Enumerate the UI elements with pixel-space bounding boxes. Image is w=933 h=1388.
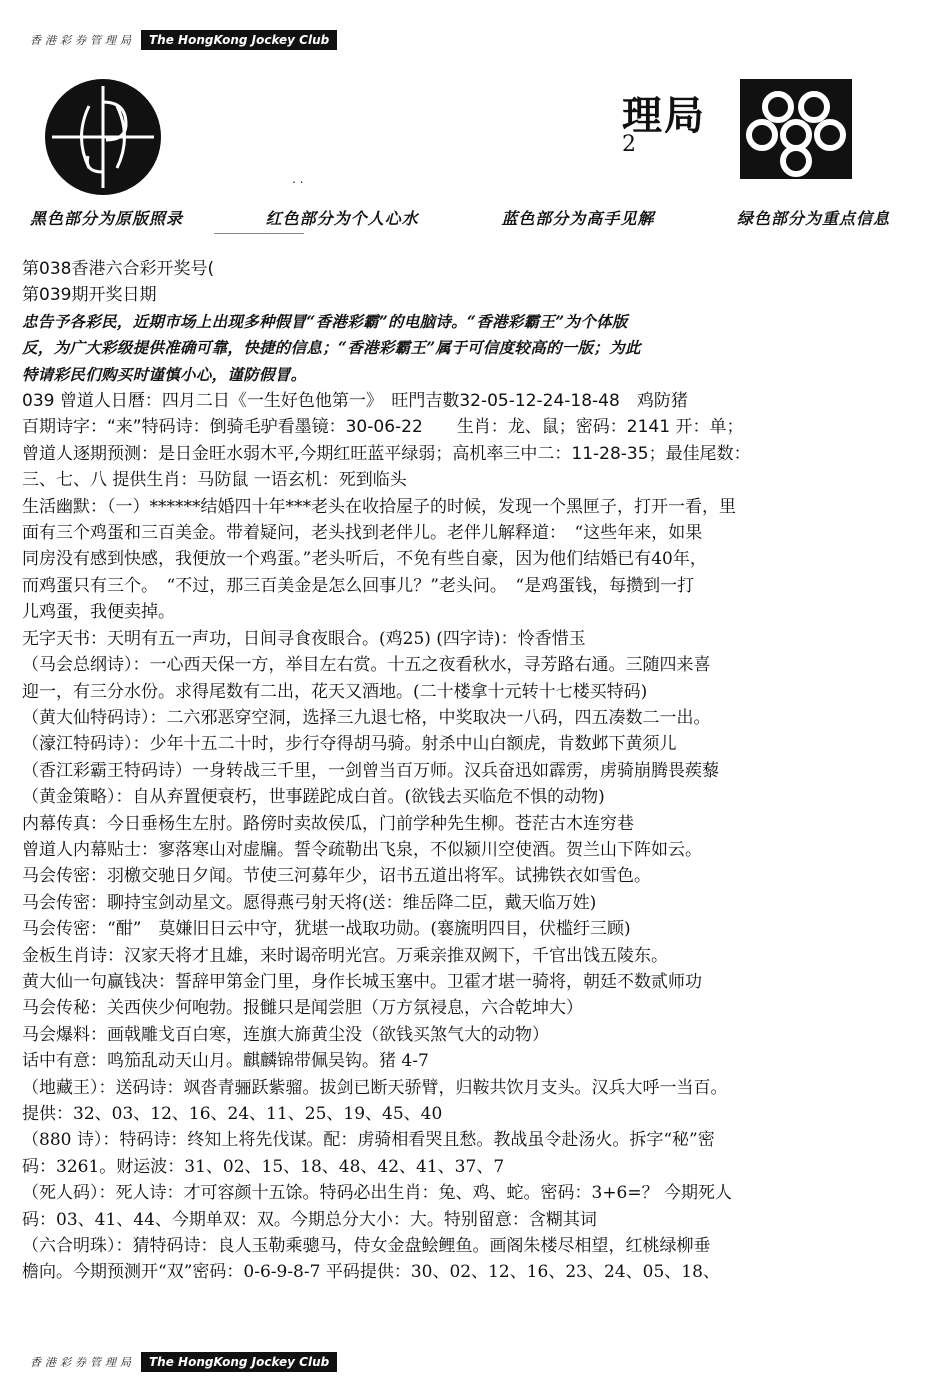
text-line: 曾道人逐期预测：是日金旺水弱木平,今期红旺蓝平绿弱；高机率三中二：11-28-35；最佳尾数： — [22, 443, 751, 464]
text-line: 码：3261。财运波：31、02、15、18、48、42、41、37、7 — [22, 1156, 505, 1177]
text-line: 第039期开奖日期 — [22, 285, 157, 306]
header-subtitle-partial: 2 — [622, 132, 636, 157]
text-line: 话中有意：鸣笳乱动天山月。麒麟锦带佩吴钩。猪 4-7 — [22, 1051, 429, 1072]
text-line: 码：03、41、44、今期单双：双。今期总分大小：大。特别留意：含糊其词 — [22, 1209, 597, 1230]
text-line: （880 诗）：特码诗：终知上将先伐谋。配：虏骑相看哭且愁。教战虽令赴汤火。拆字“秘”密 — [22, 1130, 715, 1151]
text-line: 三、七、八 提供生肖：马防鼠 一语玄机：死到临头 — [22, 470, 407, 491]
text-line: 儿鸡蛋，我便卖掉。 — [22, 602, 175, 623]
text-line: （六合明珠）：猜特码诗：良人玉勒乘骢马，侍女金盘鲙鲤鱼。画阁朱楼尽相望，红桃绿柳垂 — [22, 1236, 711, 1257]
text-line: 迎一，有三分水份。求得尾数有二出，花天又酒地。(二十楼拿十元转十七楼买特码) — [22, 681, 648, 702]
text-line: 马会传密：聊持宝剑动星文。愿得燕弓射天将(送：维岳降二臣，戴天临万姓) — [22, 892, 597, 913]
text-line: 无字天书：天明有五一声功，日间寻食夜眼合。(鸡25) (四字诗)：怜香惜玉 — [22, 628, 586, 649]
text-line: 檐向。今期预测开“双”密码：0-6-9-8-7 平码提供：30、02、12、16、23、24、05、18、 — [22, 1262, 720, 1283]
text-line: 提供：32、03、12、16、24、11、25、19、45、40 — [22, 1104, 443, 1124]
text-line: 马会爆料：画戟雕戈百白寒，连旗大旆黄尘没（欲钱买煞气大的动物） — [22, 1024, 549, 1045]
jockey-club-logo-icon — [44, 78, 162, 196]
legend-item-blue: 蓝色部分为高手见解 — [501, 209, 655, 228]
text-line: （香江彩霸王特码诗）一身转战三千里，一剑曾当百万师。汉兵奋迅如霹雳，虏骑崩腾畏蒺藜 — [22, 760, 719, 781]
top-banner-chinese: 香港彩券管理局 — [30, 34, 135, 47]
text-line: 马会传密：“酣” 莫嫌旧日云中守，犹堪一战取功勋。(褰旒明四目，伏槛纡三顾) — [22, 919, 631, 940]
color-legend — [30, 206, 890, 229]
text-line: 百期诗字：“来”特码诗：倒骑毛驴看墨镜：30-06-22 生肖：龙、鼠；密码：2141 开：单； — [22, 417, 744, 438]
text-line: （濠江特码诗）：少年十五二十时，步行夺得胡马骑。射杀中山白额虎，肯数邺下黄须儿 — [22, 734, 677, 755]
text-line: 马会传密：羽檄交驰日夕闻。节使三河募年少，诏书五道出将军。试拂铁衣如雪色。 — [22, 866, 651, 887]
text-line: 同房没有感到快感，我便放一个鸡蛋。”老头听后，不免有些自豪，因为他们结婚已有40年， — [22, 549, 707, 570]
header-title-partial: 理局 — [622, 92, 706, 139]
text-line: 而鸡蛋只有三个。 “不过，那三百美金是怎么回事儿？”老头问。 “是鸡蛋钱，每攒到一打 — [22, 575, 695, 596]
warning-line: 特请彩民们购买时谨慎小心，谨防假冒。 — [22, 364, 307, 384]
bottom-banner-english: The HongKong Jockey Club — [141, 1352, 337, 1372]
text-line: 生活幽默：（一）******结婚四十年***老头在收拾屋子的时候，发现一个黑匣子，打开一看，里 — [22, 496, 736, 517]
bottom-banner-chinese: 香港彩券管理局 — [30, 1356, 135, 1369]
text-line: 第038香港六合彩开奖号( — [22, 259, 215, 279]
bottom-banner — [30, 1352, 337, 1372]
legend-divider — [214, 233, 304, 234]
text-line: 内幕传真：今日垂杨生左肘。路傍时卖故侯瓜，门前学种先生柳。苍茫古木连穷巷 — [22, 813, 634, 834]
text-line: （死人码）：死人诗：才可容颜十五馀。特码必出生肖：兔、鸡、蛇。密码：3+6=？ 今期死人 — [22, 1183, 733, 1204]
legend-item-green: 绿色部分为重点信息 — [736, 209, 890, 228]
text-line: 金板生肖诗：汉家天将才且雄，来时谒帝明光宫。万乘亲推双阙下，千官出饯五陵东。 — [22, 945, 668, 966]
text-line: 曾道人内幕贴士：寥落寒山对虚牖。誓令疏勒出飞泉，不似颍川空使酒。贺兰山下阵如云。 — [22, 839, 702, 860]
top-banner-english: The HongKong Jockey Club — [141, 30, 337, 50]
legend-item-black: 黑色部分为原版照录 — [30, 209, 184, 228]
text-line: （黄金策略）：自从弃置便衰朽，世事蹉跎成白首。(欲钱去买临危不惧的动物) — [22, 787, 605, 808]
text-line: 面有三个鸡蛋和三百美金。带着疑问，老头找到老伴儿。老伴儿解释道： “这些年来，如果 — [22, 523, 703, 544]
flower-rings-logo-icon — [740, 79, 852, 179]
legend-item-red: 红色部分为个人心水 — [265, 209, 419, 228]
text-line: （黄大仙特码诗）：二六邪恶穿空洞，选择三九退七格，中奖取决一八码，四五凑数二一出。 — [22, 707, 711, 728]
text-line: 黄大仙一句赢钱决：誓辞甲第金门里，身作长城玉塞中。卫霍才堪一骑将，朝廷不数贰师功 — [22, 971, 702, 992]
text-line: 马会传秘：关西侠少何咆勃。报雠只是闻尝胆（万方氛祲息，六合乾坤大） — [22, 998, 583, 1019]
text-line: 039 曾道人日曆：四月二日《一生好色他第一》 旺門吉數32-05-12-24-18-48 鸡防猪 — [22, 391, 688, 412]
warning-line: 反，为广大彩级提供准确可靠，快捷的信息；“香港彩霸王”属于可信度较高的一版；为此 — [22, 338, 641, 358]
article-body — [22, 256, 884, 1286]
top-banner — [30, 30, 337, 50]
warning-line: 忠告予各彩民，近期市场上出现多种假冒“香港彩霸”的电脑诗。“香港彩霸王”为个体版 — [22, 311, 628, 331]
text-line: （马会总纲诗）：一心西天保一方，举目左右赏。十五之夜看秋水，寻芳路右通。三随四来喜 — [22, 655, 711, 676]
text-line: （地藏王）：送码诗：飒沓青骊跃紫骝。拔剑已断天骄臂，归鞍共饮月支头。汉兵大呼一当百。 — [22, 1077, 728, 1098]
header-dots: . . — [292, 172, 304, 186]
